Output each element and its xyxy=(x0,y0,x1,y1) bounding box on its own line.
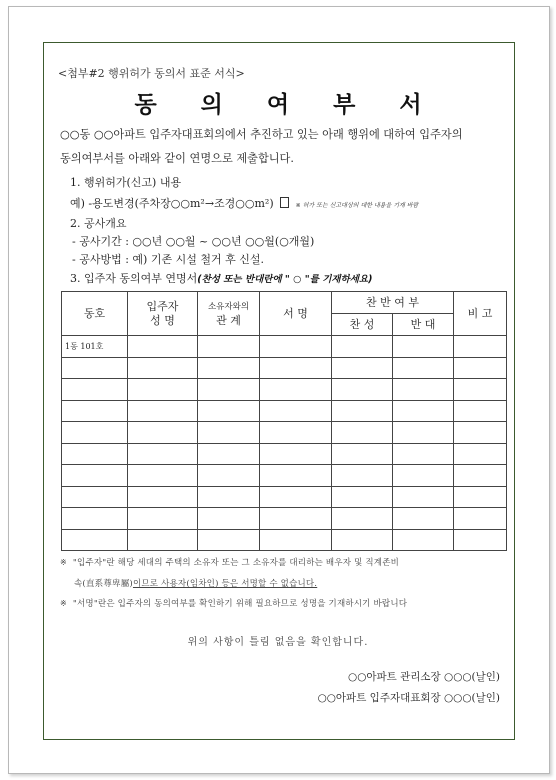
document-title: 동 의 여 부 서 xyxy=(134,91,440,118)
signature-cell[interactable] xyxy=(260,422,332,444)
remarks-cell[interactable] xyxy=(454,400,507,422)
table-row xyxy=(62,443,507,465)
table-row xyxy=(62,486,507,508)
table-row xyxy=(62,379,507,401)
remarks-cell[interactable] xyxy=(454,486,507,508)
relation-cell[interactable] xyxy=(198,508,260,530)
table-row xyxy=(62,336,507,358)
agree-cell[interactable] xyxy=(332,529,393,551)
intro-paragraph xyxy=(60,123,508,171)
unit-cell[interactable] xyxy=(62,508,128,530)
table-row xyxy=(62,357,507,379)
resident-cell[interactable] xyxy=(128,400,198,422)
intro-line-2: 동의여부서를 아래와 같이 연명으로 제출합니다. xyxy=(60,152,294,165)
header-unit: 동호 xyxy=(62,292,128,336)
note-1-text: "입주자"란 해당 세대의 주택의 소유자 또는 그 소유자를 대리하는 배우자 및 직계존비 xyxy=(72,558,400,568)
agree-cell[interactable] xyxy=(332,486,393,508)
resident-cell[interactable] xyxy=(128,357,198,379)
remarks-cell[interactable] xyxy=(454,336,507,358)
section-3-handwritten-note: (찬성 또는 반대란에 " ○ "를 기재하세요) xyxy=(197,274,373,285)
remarks-cell[interactable] xyxy=(454,443,507,465)
disagree-cell[interactable] xyxy=(393,486,454,508)
disagree-cell[interactable] xyxy=(393,529,454,551)
resident-cell[interactable] xyxy=(128,379,198,401)
signature-cell[interactable] xyxy=(260,357,332,379)
signature-cell[interactable] xyxy=(260,443,332,465)
chairman-signature: ○○아파트 입주자대표회장 ○○○(날인) xyxy=(317,692,500,704)
table-row xyxy=(62,465,507,487)
relation-cell[interactable] xyxy=(198,422,260,444)
header-relation xyxy=(198,292,260,336)
disagree-cell[interactable] xyxy=(393,443,454,465)
unit-cell[interactable] xyxy=(62,465,128,487)
signature-cell[interactable] xyxy=(260,379,332,401)
resident-cell[interactable] xyxy=(128,443,198,465)
header-resident-line1: 입주자 xyxy=(146,299,179,313)
section-1-example-row xyxy=(70,195,418,211)
relation-cell[interactable] xyxy=(198,443,260,465)
disagree-cell[interactable] xyxy=(393,508,454,530)
attachment-label: <첨부#2 행위허가 동의서 표준 서식> xyxy=(58,67,245,80)
agree-cell[interactable] xyxy=(332,508,393,530)
table-row xyxy=(62,529,507,551)
section-3-heading: 3. 입주자 동의여부 연명서 xyxy=(70,272,198,285)
disagree-cell[interactable] xyxy=(393,357,454,379)
note-2-text: "서명"란은 입주자의 동의여부를 확인하기 위해 필요하므로 성명을 기재하시기 바랍니다 xyxy=(72,599,408,609)
header-remarks: 비 고 xyxy=(454,292,507,336)
section-2-period: - 공사기간 : ○○년 ○○월 ~ ○○년 ○○월(○개월) xyxy=(72,235,315,248)
section-3-row xyxy=(70,270,372,286)
relation-cell[interactable] xyxy=(198,357,260,379)
header-relation-line2: 관 계 xyxy=(216,313,241,327)
remarks-cell[interactable] xyxy=(454,422,507,444)
disagree-cell[interactable] xyxy=(393,336,454,358)
agree-cell[interactable] xyxy=(332,422,393,444)
agree-cell[interactable] xyxy=(332,357,393,379)
relation-cell[interactable] xyxy=(198,486,260,508)
section-1-heading: 1. 행위허가(신고) 내용 xyxy=(70,176,182,189)
section-2-method: - 공사방법 : 예) 기존 시설 철거 후 신설. xyxy=(72,253,264,266)
unit-cell[interactable] xyxy=(62,357,128,379)
signature-cell[interactable] xyxy=(260,400,332,422)
resident-cell[interactable] xyxy=(128,336,198,358)
signature-cell[interactable] xyxy=(260,529,332,551)
unit-cell[interactable]: 1동 101호 xyxy=(62,336,128,358)
section-1-handwritten-note: ※ 허가 또는 신고대상의 대한 내용을 기재 바람 xyxy=(295,202,419,209)
unit-cell[interactable] xyxy=(62,379,128,401)
unit-cell[interactable] xyxy=(62,486,128,508)
header-agree: 찬 성 xyxy=(332,314,393,336)
table-body xyxy=(62,336,507,551)
unit-cell[interactable] xyxy=(62,422,128,444)
table-row xyxy=(62,508,507,530)
manager-signature: ○○아파트 관리소장 ○○○(날인) xyxy=(348,671,500,683)
confirmation-statement: 위의 사항이 틀림 없음을 확인합니다. xyxy=(187,637,369,648)
remarks-cell[interactable] xyxy=(454,465,507,487)
intro-line-1: ○○동 ○○아파트 입주자대표회의에서 추진하고 있는 아래 행위에 대하여 입주자의 xyxy=(60,128,463,141)
remarks-cell[interactable] xyxy=(454,357,507,379)
header-relation-line1: 소유자와의 xyxy=(207,301,250,312)
header-resident xyxy=(128,292,198,336)
agree-cell[interactable] xyxy=(332,443,393,465)
table-row xyxy=(62,400,507,422)
disagree-cell[interactable] xyxy=(393,400,454,422)
disagree-cell[interactable] xyxy=(393,379,454,401)
resident-cell[interactable] xyxy=(128,422,198,444)
unit-cell[interactable] xyxy=(62,400,128,422)
asterisk-icon: ※ xyxy=(60,558,67,567)
note-2 xyxy=(60,597,407,609)
note-1-line-1 xyxy=(60,556,399,568)
note-1-hanja: 속(直系尊卑屬) xyxy=(74,579,133,589)
resident-cell[interactable] xyxy=(128,529,198,551)
disagree-cell[interactable] xyxy=(393,422,454,444)
relation-cell[interactable] xyxy=(198,529,260,551)
relation-cell[interactable] xyxy=(198,379,260,401)
agree-cell[interactable] xyxy=(332,400,393,422)
asterisk-icon: ※ xyxy=(60,599,67,608)
unit-cell[interactable] xyxy=(62,529,128,551)
note-1-continuation: 이므로 사용자(임차인) 등은 서명할 수 없습니다. xyxy=(132,579,318,589)
header-signature: 서 명 xyxy=(260,292,332,336)
agree-cell[interactable] xyxy=(332,336,393,358)
remarks-cell[interactable] xyxy=(454,379,507,401)
agree-cell[interactable] xyxy=(332,379,393,401)
header-resident-line2: 성 명 xyxy=(150,313,175,327)
header-disagree: 반 대 xyxy=(393,314,454,336)
relation-cell[interactable] xyxy=(198,336,260,358)
checkbox-icon xyxy=(280,197,289,208)
header-vote: 찬 반 여 부 xyxy=(332,292,454,314)
disagree-cell[interactable] xyxy=(393,465,454,487)
consent-table xyxy=(61,291,507,551)
unit-cell[interactable] xyxy=(62,443,128,465)
resident-cell[interactable] xyxy=(128,508,198,530)
section-2-heading: 2. 공사개요 xyxy=(70,217,127,230)
note-1-line-2 xyxy=(74,577,317,589)
signature-cell[interactable] xyxy=(260,465,332,487)
resident-cell[interactable] xyxy=(128,486,198,508)
relation-cell[interactable] xyxy=(198,465,260,487)
signature-cell[interactable] xyxy=(260,508,332,530)
remarks-cell[interactable] xyxy=(454,529,507,551)
relation-cell[interactable] xyxy=(198,400,260,422)
resident-cell[interactable] xyxy=(128,465,198,487)
agree-cell[interactable] xyxy=(332,465,393,487)
signature-cell[interactable] xyxy=(260,336,332,358)
remarks-cell[interactable] xyxy=(454,508,507,530)
section-1-example: 예) -용도변경(주차장○○m²→조경○○m²) xyxy=(70,197,274,210)
signature-cell[interactable] xyxy=(260,486,332,508)
table-row xyxy=(62,422,507,444)
